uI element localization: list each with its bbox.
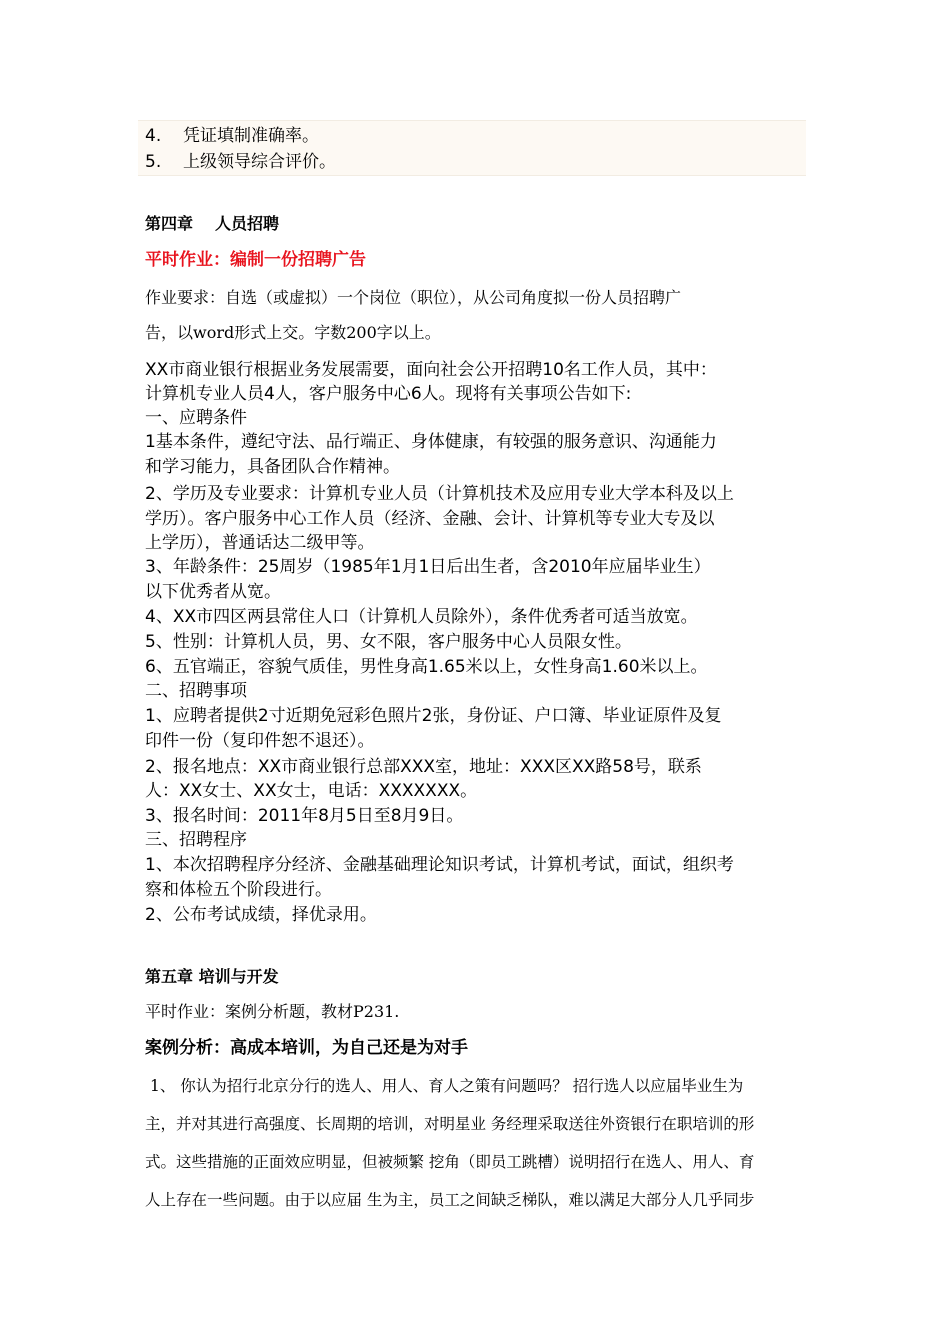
ad-line: 2、报名地点：XX市商业银行总部XXX室，地址：XXX区XX路58号，联系 — [145, 757, 702, 777]
ad-line: 3、报名时间：2011年8月5日至8月9日。 — [145, 806, 464, 826]
ad-line: 一、应聘条件 — [145, 408, 247, 428]
ad-line: 2、学历及专业要求：计算机专业人员（计算机技术及应用专业大学本科及以上 — [145, 484, 734, 504]
chapter5-heading: 第五章 培训与开发 — [145, 967, 279, 986]
ad-line: 印件一份（复印件恕不退还）。 — [145, 731, 375, 751]
ad-line: 上学历），普通话达二级甲等。 — [145, 533, 375, 553]
case-title: 案例分析：高成本培训，为自己还是为对手 — [145, 1038, 468, 1058]
ad-line: XX市商业银行根据业务发展需要，面向社会公开招聘10名工作人员，其中： — [145, 360, 717, 380]
ad-line: 1、本次招聘程序分经济、金融基础理论知识考试，计算机考试，面试，组织考 — [145, 855, 734, 875]
ad-line: 三、招聘程序 — [145, 830, 247, 850]
ad-line: 计算机专业人员4人，客户服务中心6人。现将有关事项公告如下: — [145, 384, 632, 404]
answer-line: 1、 你认为招行北京分行的选人、用人、育人之策有问题吗？ 招行选人以应届毕业生为 — [150, 1077, 744, 1095]
chapter4-assignment: 平时作业：编制一份招聘广告 — [145, 250, 366, 270]
answer-line: 式。这些措施的正面效应明显，但被频繁 挖角（即员工跳槽）说明招行在选人、用人、育 — [145, 1153, 755, 1171]
ad-line: 3、年龄条件：25周岁（1985年1月1日后出生者，含2010年应届毕业生） — [145, 557, 711, 577]
ad-line: 人：XX女士、XX女士，电话：XXXXXXX。 — [145, 781, 478, 801]
ad-line: 2、公布考试成绩，择优录用。 — [145, 905, 377, 925]
item-number: 4. — [145, 126, 162, 146]
ad-line: 4、XX市四区两县常住人口（计算机人员除外），条件优秀者可适当放宽。 — [145, 607, 698, 627]
chapter4-title: 人员招聘 — [215, 214, 280, 233]
ad-line: 1基本条件，遵纪守法、品行端正、身体健康，有较强的服务意识、沟通能力 — [145, 432, 717, 452]
chapter4-number: 第四章 — [145, 214, 194, 233]
chapter4-requirement: 告，以word形式上交。字数200字以上。 — [145, 323, 441, 342]
ad-line: 察和体检五个阶段进行。 — [145, 880, 332, 900]
item-text: 凭证填制准确率。 — [183, 126, 319, 146]
ad-line: 和学习能力，具备团队合作精神。 — [145, 457, 400, 477]
item-text: 上级领导综合评价。 — [183, 152, 336, 172]
ad-line: 学历）。客户服务中心工作人员（经济、金融、会计、计算机等专业大专及以 — [145, 509, 715, 529]
evaluation-item — [145, 124, 319, 148]
chapter5-assignment: 平时作业：案例分析题，教材P231. — [145, 1002, 400, 1021]
answer-line: 主，并对其进行高强度、长周期的培训，对明星业 务经理采取送往外资银行在职培训的形 — [145, 1115, 755, 1133]
chapter4-heading — [145, 212, 279, 236]
ad-line: 6、五官端正，容貌气质佳，男性身高1.65米以上，女性身高1.60米以上。 — [145, 657, 708, 677]
answer-line: 人上存在一些问题。由于以应届 生为主，员工之间缺乏梯队，难以满足大部分人几乎同步 — [145, 1191, 755, 1209]
ad-line: 以下优秀者从宽。 — [145, 582, 281, 602]
ad-line: 二、招聘事项 — [145, 681, 247, 701]
ad-line: 5、性别：计算机人员，男、女不限，客户服务中心人员限女性。 — [145, 632, 632, 652]
item-number: 5. — [145, 152, 162, 172]
chapter4-requirement: 作业要求：自选（或虚拟）一个岗位（职位），从公司角度拟一份人员招聘广 — [145, 288, 682, 307]
ad-line: 1、应聘者提供2寸近期免冠彩色照片2张，身份证、户口簿、毕业证原件及复 — [145, 706, 722, 726]
evaluation-item — [145, 150, 336, 174]
